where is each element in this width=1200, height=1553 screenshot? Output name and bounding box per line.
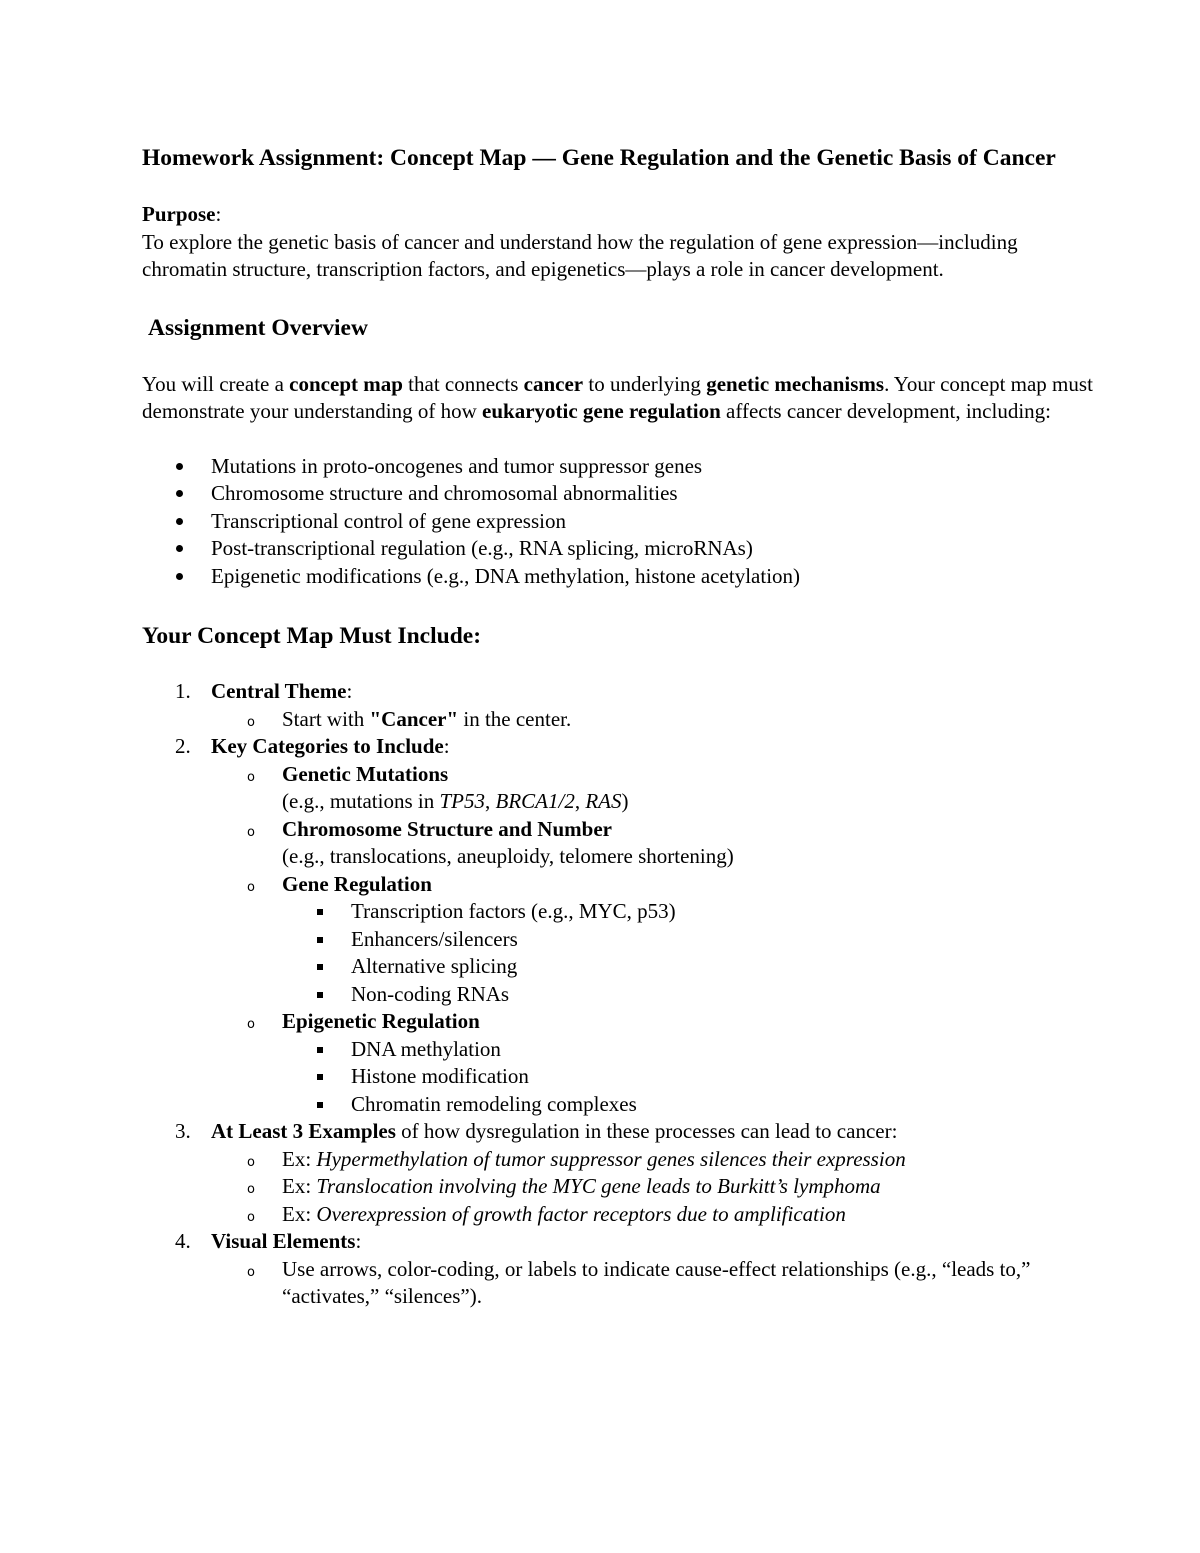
circle-bullet-icon: o	[247, 769, 255, 785]
category-gene-regulation	[247, 871, 1100, 1009]
gene-regulation-label: Gene Regulation	[282, 871, 432, 896]
overview-heading: Assignment Overview	[148, 314, 368, 341]
list-item: Chromosome structure and chromosomal abnormalities	[211, 480, 1100, 508]
examples-label: At Least 3 Examples	[211, 1119, 396, 1143]
list-item: DNA methylation	[351, 1036, 1100, 1064]
list-item	[247, 1173, 1100, 1201]
examples-text: of how dysregulation in these processes can lead to cancer:	[395, 1119, 898, 1143]
visual-elements-colon: :	[355, 1229, 362, 1253]
circle-bullet-icon: o	[247, 824, 255, 840]
circle-bullet-icon: o	[247, 1182, 255, 1197]
circle-bullet-icon: o	[247, 714, 255, 730]
overview-bold-eukaryotic-gene-regulation: eukaryotic gene regulation	[482, 399, 721, 423]
key-categories-label: Key Categories to Include	[211, 734, 444, 758]
epigenetic-regulation-sublist	[282, 1036, 1100, 1119]
chromosome-structure-label: Chromosome Structure and Number	[282, 816, 612, 841]
gene-regulation-sublist	[282, 898, 1100, 1008]
circle-bullet-icon: o	[247, 1017, 255, 1032]
genetic-mutations-example-pre: (e.g., mutations in	[282, 789, 440, 813]
overview-bold-genetic-mechanisms: genetic mechanisms	[706, 371, 885, 396]
list-number: 4.	[175, 1229, 191, 1253]
visual-elements-label: Visual Elements	[211, 1229, 356, 1253]
list-item: Transcription factors (e.g., MYC, p53)	[351, 898, 1100, 926]
circle-bullet-icon: o	[247, 1209, 255, 1225]
requirement-examples	[175, 1118, 1100, 1228]
overview-text-4: . Your concept map must demonstrate your understanding of how	[142, 371, 1093, 423]
requirements-list	[142, 678, 1100, 1311]
central-theme-label: Central Theme	[211, 679, 347, 703]
examples-sublist	[211, 1146, 1100, 1229]
example-prefix: Ex:	[282, 1201, 317, 1226]
central-theme-bold-cancer: "Cancer"	[369, 706, 459, 731]
gene-ras: RAS	[585, 789, 622, 813]
central-theme-sublist	[211, 706, 1100, 734]
key-categories-sublist	[211, 761, 1100, 1119]
list-number: 3.	[175, 1119, 191, 1143]
circle-bullet-icon: o	[247, 1264, 255, 1280]
central-theme-text-1: Start with	[282, 706, 370, 731]
list-item: Mutations in proto-oncogenes and tumor suppressor genes	[211, 453, 1100, 481]
purpose-colon: :	[215, 202, 222, 226]
category-genetic-mutations	[247, 761, 1100, 816]
purpose-label-text: Purpose	[142, 202, 216, 226]
requirement-central-theme	[175, 678, 1100, 733]
visual-elements-sublist	[211, 1256, 1100, 1311]
list-item: Alternative splicing	[351, 953, 1100, 981]
overview-text-5: affects cancer development, including:	[720, 399, 1052, 423]
overview-text-1: You will create a	[142, 371, 290, 396]
overview-paragraph	[142, 371, 1100, 426]
purpose-label	[142, 201, 1100, 229]
example-text: Hypermethylation of tumor suppressor genes silences their expression	[316, 1146, 906, 1171]
central-theme-text-2: in the center.	[458, 706, 572, 731]
example-text: Overexpression of growth factor receptors due to amplification	[316, 1201, 846, 1226]
list-item	[247, 1201, 1100, 1229]
list-item: Post-transcriptional regulation (e.g., RNA splicing, microRNAs)	[211, 535, 1100, 563]
overview-bullet-list	[142, 453, 1100, 591]
document-title: Homework Assignment: Concept Map — Gene Regulation and the Genetic Basis of Cancer	[142, 145, 1056, 171]
requirements-heading: Your Concept Map Must Include:	[142, 623, 482, 649]
list-item: Chromatin remodeling complexes	[351, 1091, 1100, 1119]
genetic-mutations-label: Genetic Mutations	[282, 761, 449, 786]
list-number: 1.	[175, 679, 191, 703]
list-item: Histone modification	[351, 1063, 1100, 1091]
overview-bold-cancer: cancer	[523, 371, 584, 396]
epigenetic-regulation-label: Epigenetic Regulation	[282, 1009, 480, 1033]
list-item	[247, 1146, 1100, 1174]
list-number: 2.	[175, 734, 191, 758]
circle-bullet-icon: o	[247, 1154, 255, 1170]
category-epigenetic-regulation	[247, 1008, 1100, 1118]
separator: ,	[485, 789, 496, 813]
key-categories-colon: :	[443, 734, 450, 758]
chromosome-structure-example: (e.g., translocations, aneuploidy, telomere shortening)	[282, 844, 734, 868]
list-item: Enhancers/silencers	[351, 926, 1100, 954]
separator: ,	[574, 789, 586, 813]
circle-bullet-icon: o	[247, 879, 255, 895]
list-item: Epigenetic modifications (e.g., DNA methylation, histone acetylation)	[211, 563, 1100, 591]
example-text: Translocation involving the MYC gene leads to Burkitt’s lymphoma	[316, 1174, 881, 1198]
category-chromosome-structure	[247, 816, 1100, 871]
central-theme-colon: :	[346, 679, 353, 703]
genetic-mutations-example-post: )	[621, 789, 629, 813]
list-item: Transcriptional control of gene expression	[211, 508, 1100, 536]
list-item: Non-coding RNAs	[351, 981, 1100, 1009]
purpose-text: To explore the genetic basis of cancer and understand how the regulation of gene expression—including chromatin structure, transcription factors, and epigenetics—plays a role in cancer development.	[142, 229, 1018, 281]
example-prefix: Ex:	[282, 1146, 317, 1171]
example-prefix: Ex:	[282, 1174, 317, 1198]
overview-bold-concept-map: concept map	[289, 371, 403, 396]
list-item	[247, 706, 1100, 734]
overview-text-2: that connects	[402, 371, 524, 396]
requirement-key-categories	[175, 733, 1100, 1118]
gene-tp53: TP53	[439, 789, 485, 813]
requirement-visual-elements	[175, 1228, 1100, 1311]
overview-text-3: to underlying	[583, 371, 707, 396]
list-item	[247, 1256, 1100, 1311]
gene-brca: BRCA1/2	[495, 789, 575, 813]
visual-elements-text: Use arrows, color-coding, or labels to indicate cause-effect relationships (e.g., “leads to,” “activates,” “silences”).	[282, 1256, 1031, 1308]
